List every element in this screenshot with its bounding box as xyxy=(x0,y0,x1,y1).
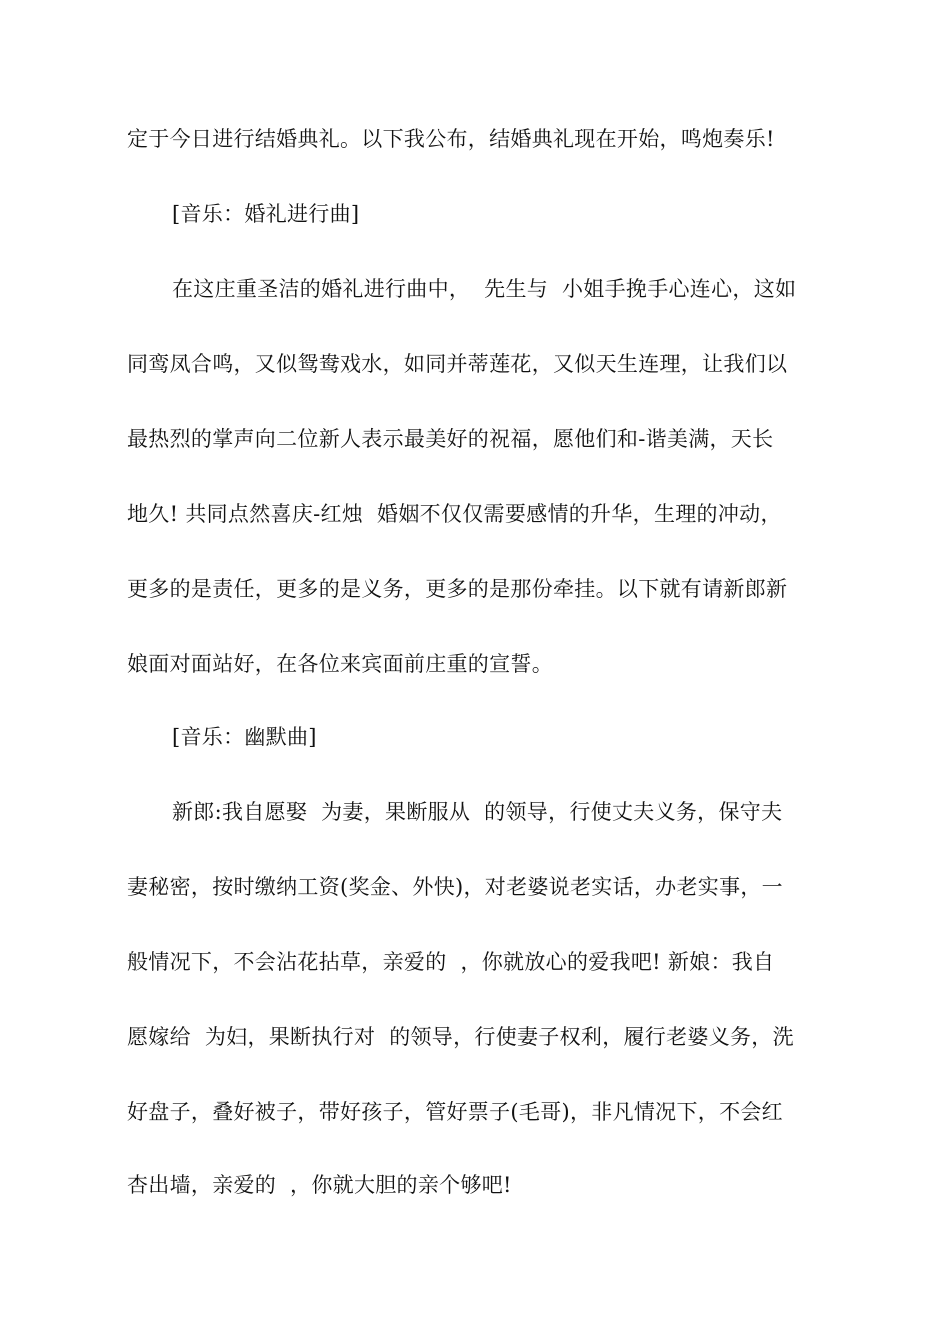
text-line: 妻秘密，按时缴纳工资(奖金、外快)，对老婆说老实话，办老实事，一 xyxy=(127,875,783,899)
text-line: 新郎:我自愿娶 为妻，果断服从 的领导，行使丈夫义务，保守夫 xyxy=(172,800,783,824)
text-line: 好盘子，叠好被子，带好孩子，管好票子(毛哥)，非凡情况下，不会红 xyxy=(127,1100,783,1124)
text-line: 更多的是责任，更多的是义务，更多的是那份牵挂。以下就有请新郎新 xyxy=(127,577,788,601)
text-line: 般情况下，不会沾花拈草，亲爱的 ，你就放心的爱我吧! 新娘：我自 xyxy=(127,950,775,974)
text-line: 在这庄重圣洁的婚礼进行曲中， 先生与 小姐手挽手心连心，这如 xyxy=(172,277,797,301)
text-line: 杏出墙，亲爱的 ，你就大胆的亲个够吧! xyxy=(127,1173,512,1197)
text-line: 定于今日进行结婚典礼。以下我公布，结婚典礼现在开始，鸣炮奏乐! xyxy=(127,127,775,151)
text-line: 地久! 共同点然喜庆-红烛 婚姻不仅仅需要感情的升华，生理的冲动， xyxy=(127,502,782,526)
music-cue: [音乐：幽默曲] xyxy=(172,725,317,749)
text-line: 同鸾凤合鸣，又似鸳鸯戏水，如同并蒂莲花，又似天生连理，让我们以 xyxy=(127,352,788,376)
text-line: 娘面对面站好，在各位来宾面前庄重的宣誓。 xyxy=(127,652,553,676)
music-cue: [音乐：婚礼进行曲] xyxy=(172,202,360,226)
text-line: 最热烈的掌声向二位新人表示最美好的祝福，愿他们和-谐美满，天长 xyxy=(127,427,774,451)
text-line: 愿嫁给 为妇，果断执行对 的领导，行使妻子权利，履行老婆义务，洗 xyxy=(127,1025,794,1049)
